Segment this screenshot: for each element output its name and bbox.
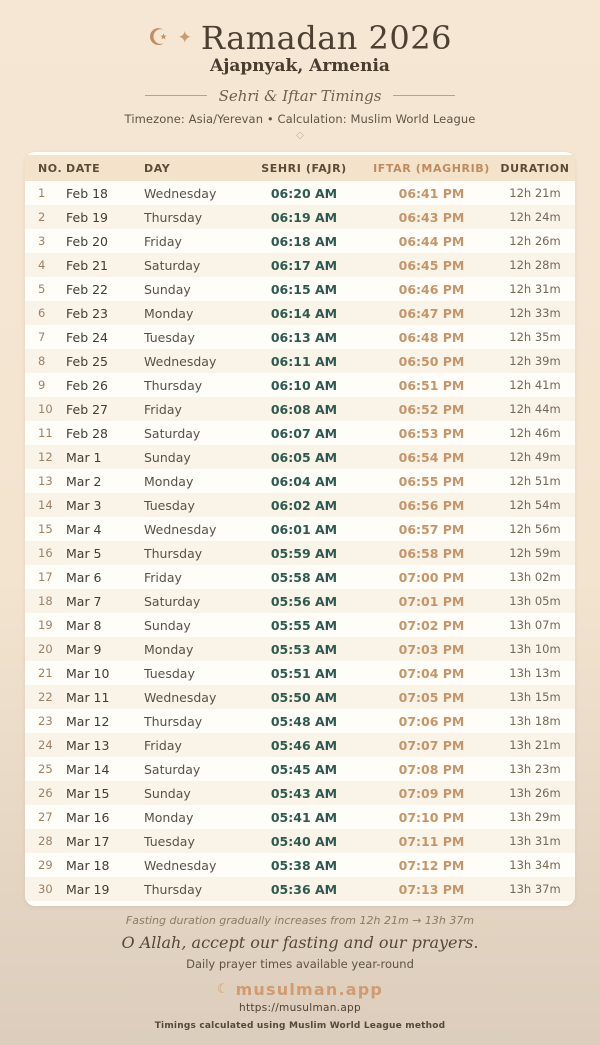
cell-iftar: 07:05 PM <box>398 689 465 705</box>
cell-day: Wednesday <box>144 689 217 705</box>
timings-card <box>25 152 575 906</box>
footer <box>0 914 600 1031</box>
cell-day: Friday <box>144 569 182 585</box>
cell-duration: 13h 05m <box>509 594 561 608</box>
table-row <box>25 181 575 205</box>
availability-text: Daily prayer times available year-round <box>186 957 414 971</box>
table-row <box>25 613 575 637</box>
table-row <box>25 517 575 541</box>
table-row <box>25 253 575 277</box>
table-row <box>25 469 575 493</box>
cell-date: Mar 2 <box>66 473 102 489</box>
cell-no: 12 <box>38 450 53 464</box>
cell-date: Mar 3 <box>66 497 102 513</box>
table-header <box>25 155 575 181</box>
cell-iftar: 06:50 PM <box>398 353 465 369</box>
cell-iftar: 07:12 PM <box>398 857 465 873</box>
cell-iftar: 07:02 PM <box>398 617 465 633</box>
cell-no: 29 <box>38 858 53 872</box>
cell-no: 28 <box>38 834 53 848</box>
cell-day: Saturday <box>144 425 201 441</box>
table-row <box>25 757 575 781</box>
cell-iftar: 06:58 PM <box>398 545 465 561</box>
table-row <box>25 493 575 517</box>
cell-sehri: 05:51 AM <box>270 665 338 681</box>
cell-sehri: 06:15 AM <box>270 281 338 297</box>
cell-sehri: 06:11 AM <box>270 353 338 369</box>
cell-sehri: 05:55 AM <box>270 617 338 633</box>
cell-iftar: 07:01 PM <box>398 593 465 609</box>
table-row <box>25 805 575 829</box>
cell-sehri: 05:45 AM <box>270 761 338 777</box>
column-iftar: IFTAR (MAGHRIB) <box>368 155 495 181</box>
cell-day: Sunday <box>144 449 191 465</box>
cell-duration: 13h 13m <box>509 666 561 680</box>
cell-sehri: 05:59 AM <box>270 545 338 561</box>
cell-sehri: 06:07 AM <box>270 425 338 441</box>
cell-sehri: 06:19 AM <box>270 209 338 225</box>
cell-duration: 13h 07m <box>509 618 561 632</box>
cell-iftar: 07:06 PM <box>398 713 465 729</box>
cell-day: Tuesday <box>144 665 195 681</box>
cell-day: Tuesday <box>144 833 195 849</box>
cell-iftar: 06:45 PM <box>398 257 465 273</box>
table-row <box>25 421 575 445</box>
diamond-icon: ◇ <box>296 130 304 141</box>
cell-day: Thursday <box>144 209 203 225</box>
cell-sehri: 05:40 AM <box>270 833 338 849</box>
cell-duration: 12h 59m <box>509 546 561 560</box>
cell-no: 21 <box>38 666 53 680</box>
brand-row <box>0 980 600 999</box>
divider-line-right <box>393 95 455 96</box>
cell-sehri: 05:43 AM <box>270 785 338 801</box>
cell-iftar: 06:55 PM <box>398 473 465 489</box>
cell-no: 5 <box>38 282 46 296</box>
cell-date: Mar 10 <box>66 665 110 681</box>
cell-iftar: 07:03 PM <box>398 641 465 657</box>
cell-date: Mar 16 <box>66 809 110 825</box>
table-row <box>25 565 575 589</box>
cell-date: Feb 20 <box>66 233 109 249</box>
table-row <box>25 589 575 613</box>
cell-day: Sunday <box>144 281 191 297</box>
cell-day: Thursday <box>144 713 203 729</box>
location-title: Ajapnyak, Armenia <box>210 56 390 76</box>
cell-date: Mar 13 <box>66 737 110 753</box>
cell-date: Feb 23 <box>66 305 109 321</box>
cell-date: Mar 15 <box>66 785 110 801</box>
table-row <box>25 709 575 733</box>
cell-date: Feb 19 <box>66 209 109 225</box>
cell-day: Sunday <box>144 617 191 633</box>
cell-no: 25 <box>38 762 53 776</box>
table-row <box>25 541 575 565</box>
cell-duration: 13h 15m <box>509 690 561 704</box>
cell-date: Mar 8 <box>66 617 102 633</box>
timings-table <box>25 155 575 901</box>
cell-date: Mar 17 <box>66 833 110 849</box>
cell-no: 7 <box>38 330 46 344</box>
cell-iftar: 06:43 PM <box>398 209 465 225</box>
cell-date: Feb 21 <box>66 257 109 273</box>
cell-day: Wednesday <box>144 353 217 369</box>
cell-iftar: 06:41 PM <box>398 185 465 201</box>
cell-sehri: 06:10 AM <box>270 377 338 393</box>
cell-sehri: 05:36 AM <box>270 881 338 897</box>
cell-no: 20 <box>38 642 53 656</box>
divider-line-left <box>145 95 207 96</box>
cell-sehri: 05:58 AM <box>270 569 338 585</box>
cell-date: Mar 7 <box>66 593 102 609</box>
cell-no: 22 <box>38 690 53 704</box>
cell-date: Feb 27 <box>66 401 109 417</box>
cell-iftar: 06:53 PM <box>398 425 465 441</box>
cell-date: Feb 25 <box>66 353 109 369</box>
cell-date: Mar 9 <box>66 641 102 657</box>
cell-sehri: 06:08 AM <box>270 401 338 417</box>
table-row <box>25 301 575 325</box>
cell-day: Saturday <box>144 257 201 273</box>
cell-sehri: 05:50 AM <box>270 689 338 705</box>
cell-duration: 12h 56m <box>509 522 561 536</box>
cell-iftar: 07:04 PM <box>398 665 465 681</box>
cell-no: 17 <box>38 570 53 584</box>
cell-duration: 13h 31m <box>509 834 561 848</box>
cell-duration: 12h 39m <box>509 354 561 368</box>
cell-no: 30 <box>38 882 53 896</box>
cell-duration: 12h 44m <box>509 402 561 416</box>
cell-no: 13 <box>38 474 53 488</box>
cell-day: Saturday <box>144 593 201 609</box>
cell-iftar: 06:46 PM <box>398 281 465 297</box>
table-row <box>25 205 575 229</box>
cell-no: 24 <box>38 738 53 752</box>
cell-duration: 12h 33m <box>509 306 561 320</box>
cell-day: Monday <box>144 809 194 825</box>
cell-day: Saturday <box>144 761 201 777</box>
cell-duration: 13h 02m <box>509 570 561 584</box>
cell-day: Monday <box>144 305 194 321</box>
cell-date: Feb 22 <box>66 281 109 297</box>
cell-sehri: 05:46 AM <box>270 737 338 753</box>
cell-no: 26 <box>38 786 53 800</box>
cell-iftar: 07:09 PM <box>398 785 465 801</box>
cell-sehri: 06:17 AM <box>270 257 338 273</box>
table-row <box>25 445 575 469</box>
cell-no: 1 <box>38 186 46 200</box>
cell-no: 11 <box>38 426 53 440</box>
cell-day: Wednesday <box>144 857 217 873</box>
cell-sehri: 06:14 AM <box>270 305 338 321</box>
cell-iftar: 06:56 PM <box>398 497 465 513</box>
cell-iftar: 06:54 PM <box>398 449 465 465</box>
subtitle-text: Sehri & Iftar Timings <box>218 86 382 105</box>
cell-day: Wednesday <box>144 185 217 201</box>
cell-duration: 12h 26m <box>509 234 561 248</box>
dua-text: O Allah, accept our fasting and our prayers. <box>121 933 479 952</box>
cell-iftar: 07:11 PM <box>398 833 465 849</box>
cell-sehri: 06:13 AM <box>270 329 338 345</box>
title-row <box>0 20 600 56</box>
cell-day: Tuesday <box>144 497 195 513</box>
cell-sehri: 06:18 AM <box>270 233 338 249</box>
cell-date: Mar 4 <box>66 521 102 537</box>
cell-duration: 12h 41m <box>509 378 561 392</box>
table-row <box>25 853 575 877</box>
cell-date: Mar 6 <box>66 569 102 585</box>
timings-body <box>25 181 575 901</box>
table-row <box>25 781 575 805</box>
header <box>0 0 600 142</box>
cell-iftar: 06:47 PM <box>398 305 465 321</box>
brand-name: musulman.app <box>235 980 384 999</box>
cell-iftar: 06:57 PM <box>398 521 465 537</box>
cell-sehri: 05:56 AM <box>270 593 338 609</box>
cell-date: Feb 26 <box>66 377 109 393</box>
cell-date: Mar 14 <box>66 761 110 777</box>
cell-day: Wednesday <box>144 521 217 537</box>
cell-day: Sunday <box>144 785 191 801</box>
cell-no: 6 <box>38 306 46 320</box>
cell-iftar: 07:00 PM <box>398 569 465 585</box>
cell-no: 16 <box>38 546 53 560</box>
cell-no: 27 <box>38 810 53 824</box>
cell-day: Monday <box>144 473 194 489</box>
cell-day: Thursday <box>144 545 203 561</box>
cell-sehri: 05:38 AM <box>270 857 338 873</box>
table-row <box>25 877 575 901</box>
cell-duration: 13h 34m <box>509 858 561 872</box>
column-date: DATE <box>66 155 144 181</box>
cell-no: 2 <box>38 210 46 224</box>
header-row <box>25 155 575 181</box>
cell-sehri: 06:04 AM <box>270 473 338 489</box>
cell-day: Friday <box>144 737 182 753</box>
cell-sehri: 06:05 AM <box>270 449 338 465</box>
cell-iftar: 06:52 PM <box>398 401 465 417</box>
cell-day: Thursday <box>144 377 203 393</box>
cell-iftar: 06:44 PM <box>398 233 465 249</box>
cell-date: Mar 12 <box>66 713 110 729</box>
cell-no: 19 <box>38 618 53 632</box>
table-row <box>25 229 575 253</box>
cell-duration: 13h 18m <box>509 714 561 728</box>
cell-duration: 12h 46m <box>509 426 561 440</box>
cell-day: Tuesday <box>144 329 195 345</box>
cell-iftar: 07:13 PM <box>398 881 465 897</box>
cell-duration: 12h 21m <box>509 186 561 200</box>
table-row <box>25 373 575 397</box>
cell-day: Monday <box>144 641 194 657</box>
column-sehri: SEHRI (FAJR) <box>240 155 368 181</box>
page-title: Ramadan 2026 <box>200 19 452 57</box>
cell-day: Friday <box>144 233 182 249</box>
table-row <box>25 685 575 709</box>
cell-no: 14 <box>38 498 53 512</box>
cell-date: Mar 11 <box>66 689 110 705</box>
cell-date: Feb 24 <box>66 329 109 345</box>
cell-date: Feb 18 <box>66 185 109 201</box>
cell-date: Feb 28 <box>66 425 109 441</box>
cell-day: Thursday <box>144 881 203 897</box>
cell-duration: 12h 28m <box>509 258 561 272</box>
cell-iftar: 06:51 PM <box>398 377 465 393</box>
cell-iftar: 07:08 PM <box>398 761 465 777</box>
cell-duration: 13h 21m <box>509 738 561 752</box>
cell-duration: 13h 37m <box>509 882 561 896</box>
table-row <box>25 349 575 373</box>
cell-iftar: 06:48 PM <box>398 329 465 345</box>
cell-date: Mar 5 <box>66 545 102 561</box>
cell-date: Mar 18 <box>66 857 110 873</box>
brand-crescent-icon: ☾ <box>216 982 229 997</box>
sparkle-star-icon: ✦ <box>177 27 192 48</box>
table-row <box>25 277 575 301</box>
cell-duration: 13h 23m <box>509 762 561 776</box>
cell-no: 9 <box>38 378 46 392</box>
cell-no: 4 <box>38 258 46 272</box>
cell-date: Mar 1 <box>66 449 102 465</box>
cell-no: 3 <box>38 234 46 248</box>
table-row <box>25 733 575 757</box>
table-row <box>25 637 575 661</box>
cell-sehri: 05:48 AM <box>270 713 338 729</box>
cell-iftar: 07:07 PM <box>398 737 465 753</box>
fasting-duration-note: Fasting duration gradually increases from 12h 21m → 13h 37m <box>125 914 475 927</box>
cell-duration: 13h 29m <box>509 810 561 824</box>
cell-sehri: 06:01 AM <box>270 521 338 537</box>
cell-date: Mar 19 <box>66 881 110 897</box>
crescent-moon-icon: ☪ <box>148 24 169 51</box>
cell-sehri: 06:20 AM <box>270 185 338 201</box>
cell-sehri: 05:41 AM <box>270 809 338 825</box>
cell-duration: 12h 24m <box>509 210 561 224</box>
cell-sehri: 06:02 AM <box>270 497 338 513</box>
timezone-calculation-text: Timezone: Asia/Yerevan • Calculation: Muslim World League <box>124 112 476 126</box>
cell-no: 10 <box>38 402 53 416</box>
table-row <box>25 397 575 421</box>
column-day: DAY <box>144 155 240 181</box>
cell-duration: 13h 26m <box>509 786 561 800</box>
table-row <box>25 829 575 853</box>
cell-no: 23 <box>38 714 53 728</box>
cell-sehri: 05:53 AM <box>270 641 338 657</box>
cell-duration: 12h 49m <box>509 450 561 464</box>
cell-no: 18 <box>38 594 53 608</box>
cell-duration: 12h 35m <box>509 330 561 344</box>
brand-url[interactable]: https://musulman.app <box>239 1002 361 1014</box>
column-duration: DURATION <box>495 155 575 181</box>
cell-no: 15 <box>38 522 53 536</box>
table-row <box>25 661 575 685</box>
cell-day: Friday <box>144 401 182 417</box>
column-no: NO. <box>25 155 66 181</box>
subtitle-row <box>0 87 600 104</box>
cell-iftar: 07:10 PM <box>398 809 465 825</box>
cell-duration: 12h 51m <box>509 474 561 488</box>
cell-duration: 12h 31m <box>509 282 561 296</box>
calculation-method-text: Timings calculated using Muslim World League method <box>154 1021 446 1031</box>
cell-duration: 12h 54m <box>509 498 561 512</box>
table-row <box>25 325 575 349</box>
cell-duration: 13h 10m <box>509 642 561 656</box>
cell-no: 8 <box>38 354 46 368</box>
